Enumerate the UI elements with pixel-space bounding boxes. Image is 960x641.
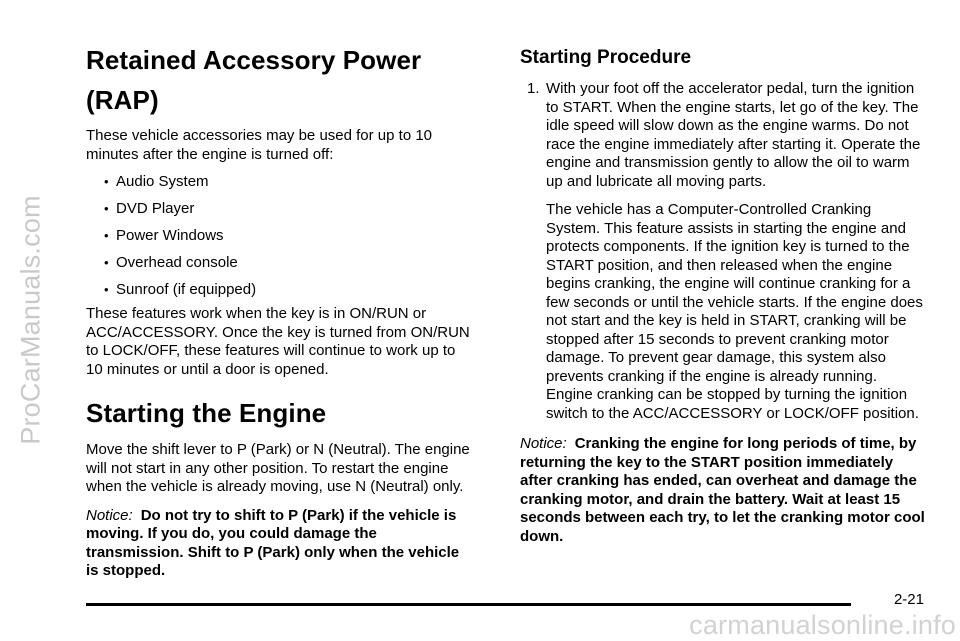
list-item: • Audio System (104, 168, 471, 195)
accessory-list (104, 168, 471, 303)
notice-text: Cranking the engine for long periods of time, by returning the key to the START position immediately after cranking has ended, can overheat and damage the cranking motor, and drain the battery. Wait at least 15 seconds between each try, to let the cranking motor cool down. (520, 435, 925, 545)
rap-intro: These vehicle accessories may be used for up to 10 minutes after the engine is turned off: (86, 127, 433, 163)
side-watermark: ProCarManuals.com (15, 195, 46, 445)
bullet-icon: • (104, 255, 109, 270)
list-item (520, 80, 925, 191)
starting-procedure-heading: Starting Procedure (520, 47, 692, 68)
left-column (86, 40, 471, 581)
bullet-icon: • (104, 228, 109, 243)
cranking-notice (520, 435, 925, 546)
procedure-steps (520, 80, 925, 191)
rap-features-paragraph: These features work when the key is in ON/RUN or ACC/ACCESSORY. Once the key is turned from ON/RUN to LOCK/OFF, these features will continue to work up to 10 minutes or until a door is opened. (86, 305, 470, 378)
right-column (520, 46, 925, 546)
park-notice (86, 507, 471, 581)
notice-label: Notice: (86, 506, 133, 524)
rap-heading: Retained Accessory Power (RAP) (86, 45, 422, 115)
notice-label: Notice: (520, 435, 567, 452)
bullet-icon: • (104, 174, 109, 189)
step-text: With your foot off the accelerator pedal, turn the ignition to START. When the engine starts, let go of the key. The idle speed will slow down as the engine warms. Do not race the engine immediately after starting it. Operate the engine and transmission gently to allow the oil to warm up and lubricate all moving parts. (546, 80, 921, 190)
bullet-icon: • (104, 201, 109, 216)
footer-rule (86, 603, 851, 606)
cranking-system-paragraph: The vehicle has a Computer-Controlled Cranking System. This feature assists in starting the engine and protects components. If the ignition key is turned to the START position, and then released when the engine begins cranking, the engine will continue cranking for a few seconds or until the vehicle starts. If the engine does not start and the key is held in START, cranking will be stopped after 15 seconds to prevent cranking motor damage. To prevent gear damage, this system also prevents cranking if the engine is already running. Engine cranking can be stopped by turning the ignition switch to the ACC/ACCESSORY or LOCK/OFF position. (546, 201, 923, 422)
step-number: 1. (527, 80, 540, 97)
list-item: • Sunroof (if equipped) (104, 276, 471, 303)
list-item: • Power Windows (104, 222, 471, 249)
footer-watermark: carmanualsonline.info (689, 610, 956, 640)
shift-lever-paragraph: Move the shift lever to P (Park) or N (Neutral). The engine will not start in any other position. To restart the engine when the vehicle is already moving, use N (Neutral) only. (86, 441, 470, 495)
list-item: • DVD Player (104, 195, 471, 222)
page-number: 2-21 (893, 591, 924, 608)
starting-engine-heading: Starting the Engine (86, 398, 327, 428)
notice-text: Do not try to shift to P (Park) if the vehicle is moving. If you do, you could damage the transmission. Shift to P (Park) only when the vehicle is stopped. (86, 506, 460, 579)
bullet-icon: • (104, 282, 109, 297)
list-item: • Overhead console (104, 249, 471, 276)
